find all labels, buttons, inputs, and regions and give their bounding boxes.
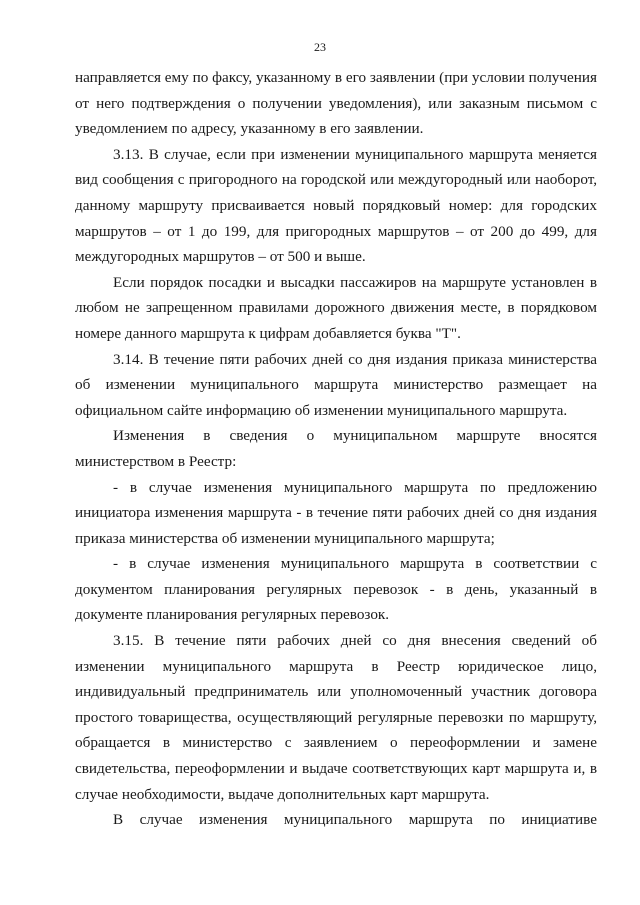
page-number: 23 bbox=[314, 40, 326, 54]
paragraph-boarding-rule: Если порядок посадки и высадки пассажиров на маршруте установлен в любом не запрещенном правилами дорожного движения месте, в порядковом номере данного маршрута к цифрам добавляется буква "Т". bbox=[75, 273, 597, 342]
paragraph-continuation: направляется ему по факсу, указанному в его заявлении (при условии получения от него подтверждения о получении уведомления), или заказным письмом с уведомлением по адресу, указанному в его заявлении. bbox=[75, 69, 597, 138]
paragraph-registry-changes: Изменения в сведения о муниципальном маршруте вносятся министерством в Реестр: bbox=[75, 427, 597, 470]
paragraph-3-15: 3.15. В течение пяти рабочих дней со дня внесения сведений об изменении муниципального маршрута в Реестр юридическое лицо, индивидуальный предприниматель или уполномоченный участник договора простого товарищества, осуществляющий регулярные перевозки по маршруту, обращается в министерство с заявлением о переоформлении и замене свидетельства, переоформлении и выдаче соответствующих карт маршрута и, в случае необходимости, выдаче дополнительных карт маршрута. bbox=[75, 632, 597, 803]
list-item-initiator-proposal: - в случае изменения муниципального маршрута по предложению инициатора изменения маршрута - в течение пяти рабочих дней со дня издания приказа министерства об изменении муниципального маршрута; bbox=[75, 478, 597, 547]
paragraph-3-14: 3.14. В течение пяти рабочих дней со дня издания приказа министерства об изменении муниципального маршрута министерство размещает на официальном сайте информацию об изменении муниципального маршрута. bbox=[75, 350, 597, 419]
list-item-planning-document: - в случае изменения муниципального маршрута в соответствии с документом планирования регулярных перевозок - в день, указанный в документе планирования регулярных перевозок. bbox=[75, 555, 597, 624]
paragraph-continued: В случае изменения муниципального маршрута по инициативе bbox=[113, 811, 597, 829]
document-body bbox=[75, 65, 597, 833]
paragraph-3-13: 3.13. В случае, если при изменении муниципального маршрута меняется вид сообщения с пригородного на городской или междугородный или наоборот, данному маршруту присваивается новый порядковый номер: для городских маршрутов – от 1 до 199, для пригородных маршрутов – от 200 до 499, для междугородных маршрутов – от 500 и выше. bbox=[75, 145, 597, 266]
